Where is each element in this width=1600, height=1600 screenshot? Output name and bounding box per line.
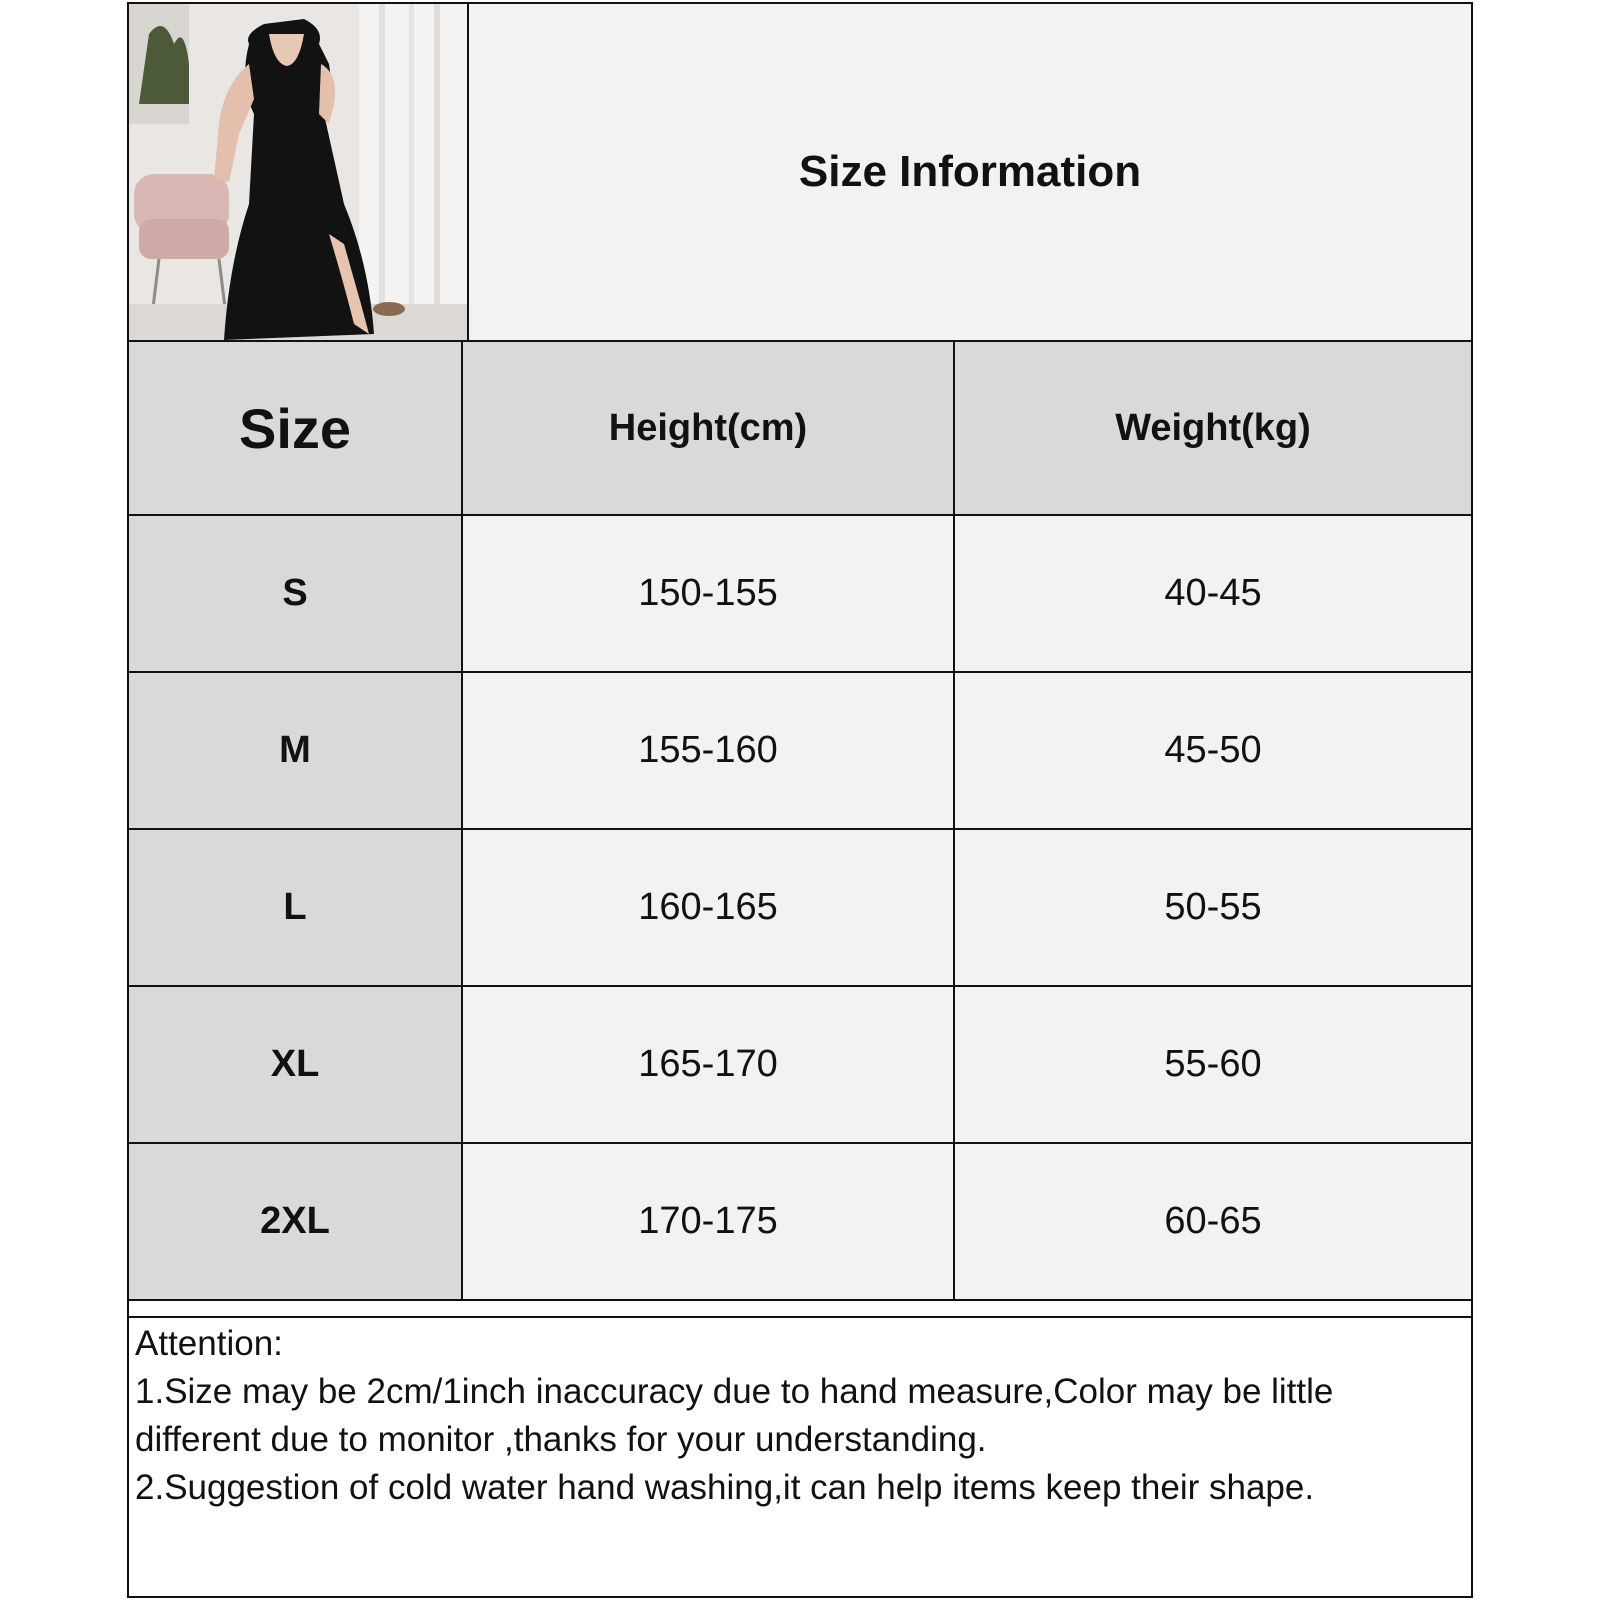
- table-row: [129, 829, 1471, 986]
- page-title: Size Information: [798, 147, 1142, 196]
- dress-photo-icon: [129, 4, 467, 340]
- weight-cell: 45-50: [954, 672, 1471, 829]
- size-table: [129, 342, 1471, 1301]
- table-row: [129, 986, 1471, 1143]
- height-cell: 160-165: [462, 829, 954, 986]
- height-cell: 165-170: [462, 986, 954, 1143]
- height-cell: 170-175: [462, 1143, 954, 1300]
- size-cell: S: [129, 515, 462, 672]
- table-row: [129, 515, 1471, 672]
- height-cell: 155-160: [462, 672, 954, 829]
- header-section: [129, 4, 1471, 342]
- size-cell: 2XL: [129, 1143, 462, 1300]
- table-row: [129, 672, 1471, 829]
- notes-line-2: 2.Suggestion of cold water hand washing,it can help items keep their shape.: [135, 1468, 1315, 1507]
- size-cell: XL: [129, 986, 462, 1143]
- weight-cell: 40-45: [954, 515, 1471, 672]
- header-size: Size: [129, 342, 462, 515]
- product-photo: [129, 4, 469, 340]
- height-cell: 150-155: [462, 515, 954, 672]
- weight-cell: 55-60: [954, 986, 1471, 1143]
- table-header-row: [129, 342, 1471, 515]
- table-row: [129, 1143, 1471, 1300]
- notes-heading: Attention:: [135, 1324, 283, 1363]
- size-cell: M: [129, 672, 462, 829]
- header-height: Height(cm): [462, 342, 954, 515]
- weight-cell: 50-55: [954, 829, 1471, 986]
- attention-notes: [129, 1316, 1471, 1596]
- size-cell: L: [129, 829, 462, 986]
- size-chart: [127, 2, 1473, 1598]
- header-weight: Weight(kg): [954, 342, 1471, 515]
- title-cell: [469, 4, 1471, 340]
- notes-line-1: 1.Size may be 2cm/1inch inaccuracy due to hand measure,Color may be little different due to monitor ,thanks for your understanding.: [135, 1372, 1334, 1459]
- weight-cell: 60-65: [954, 1143, 1471, 1300]
